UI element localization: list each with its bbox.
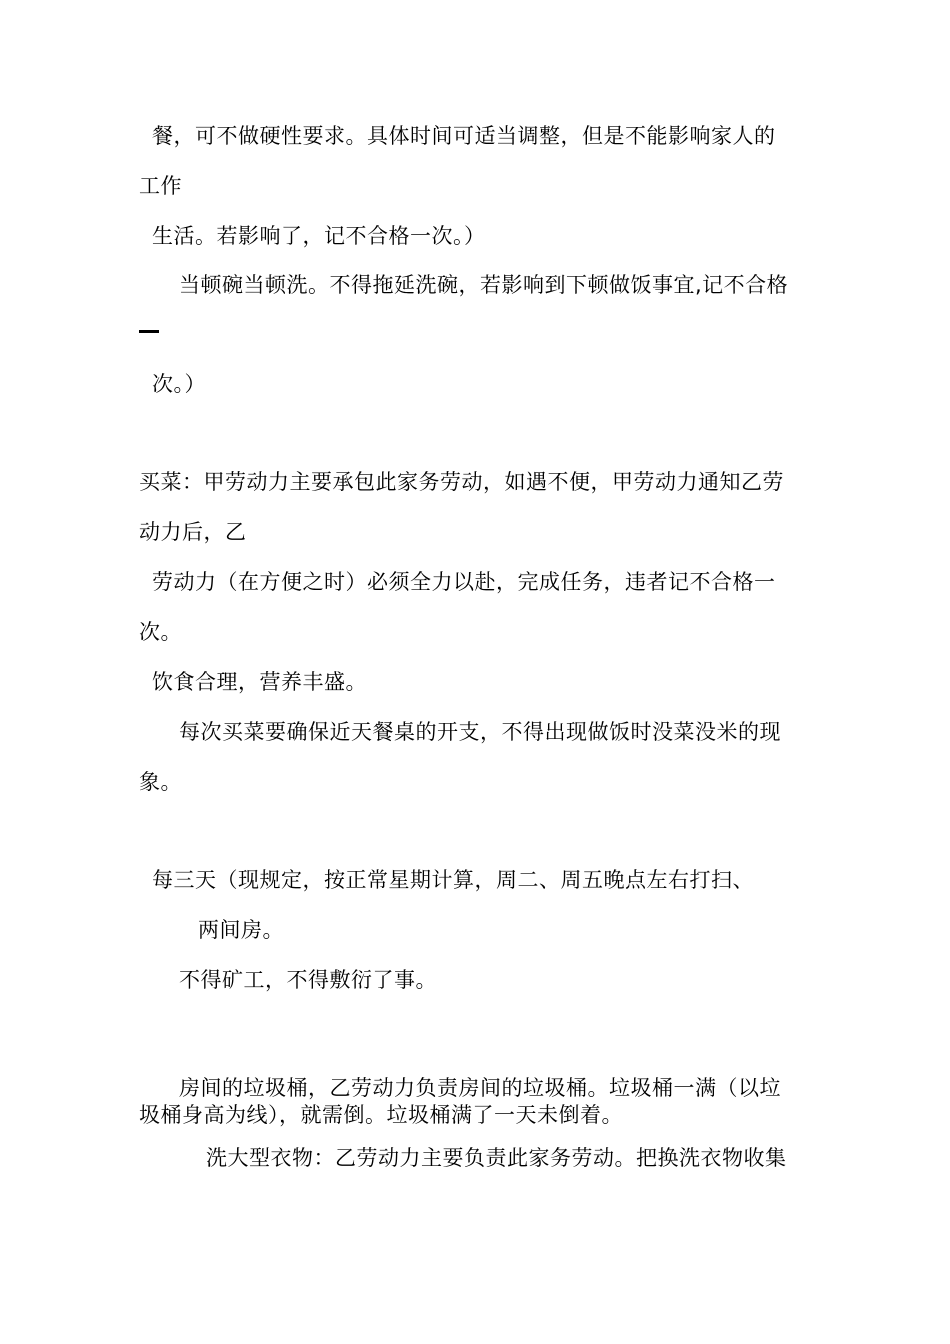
- text-line: 房间的垃圾桶，乙劳动力负责房间的垃圾桶。垃圾桶一满（以垃: [179, 1076, 781, 1100]
- text-line: 象。: [139, 770, 182, 794]
- text-line: 餐，可不做硬性要求。具体时间可适当调整，但是不能影响家人的: [152, 124, 776, 148]
- text-line: 买菜：甲劳动力主要承包此家务劳动，如遇不便，甲劳动力通知乙劳: [139, 470, 784, 494]
- text-line: 每三天（现规定，按正常星期计算，周二、周五晚点左右打扫、: [152, 868, 754, 892]
- text-line: 不得矿工，不得敷衍了事。: [179, 968, 437, 992]
- text-line: 次。: [139, 620, 182, 644]
- text-line: 动力后，乙: [139, 520, 247, 544]
- text-line: 生活。若影响了，记不合格一次。）: [152, 224, 486, 248]
- text-line: 两间房。: [198, 918, 284, 942]
- text-line: 次。）: [152, 372, 206, 396]
- text-line: 饮食合理，营养丰盛。: [152, 670, 367, 694]
- text-line: 洗大型衣物：乙劳动力主要负责此家务劳动。把换洗衣物收集: [206, 1146, 787, 1170]
- text-line: 劳动力（在方便之时）必须全力以赴，完成任务，违者记不合格一: [152, 570, 776, 594]
- text-line: 每次买菜要确保近天餐桌的开支，不得出现做饭时没菜没米的现: [179, 720, 781, 744]
- line-continuation-dash: [139, 330, 159, 333]
- text-line: 当顿碗当顿洗。不得拖延洗碗，若影响到下顿做饭事宜,记不合格: [179, 273, 789, 297]
- text-line: 工作: [139, 174, 182, 198]
- text-line: 圾桶身高为线），就需倒。垃圾桶满了一天未倒着。: [139, 1103, 623, 1127]
